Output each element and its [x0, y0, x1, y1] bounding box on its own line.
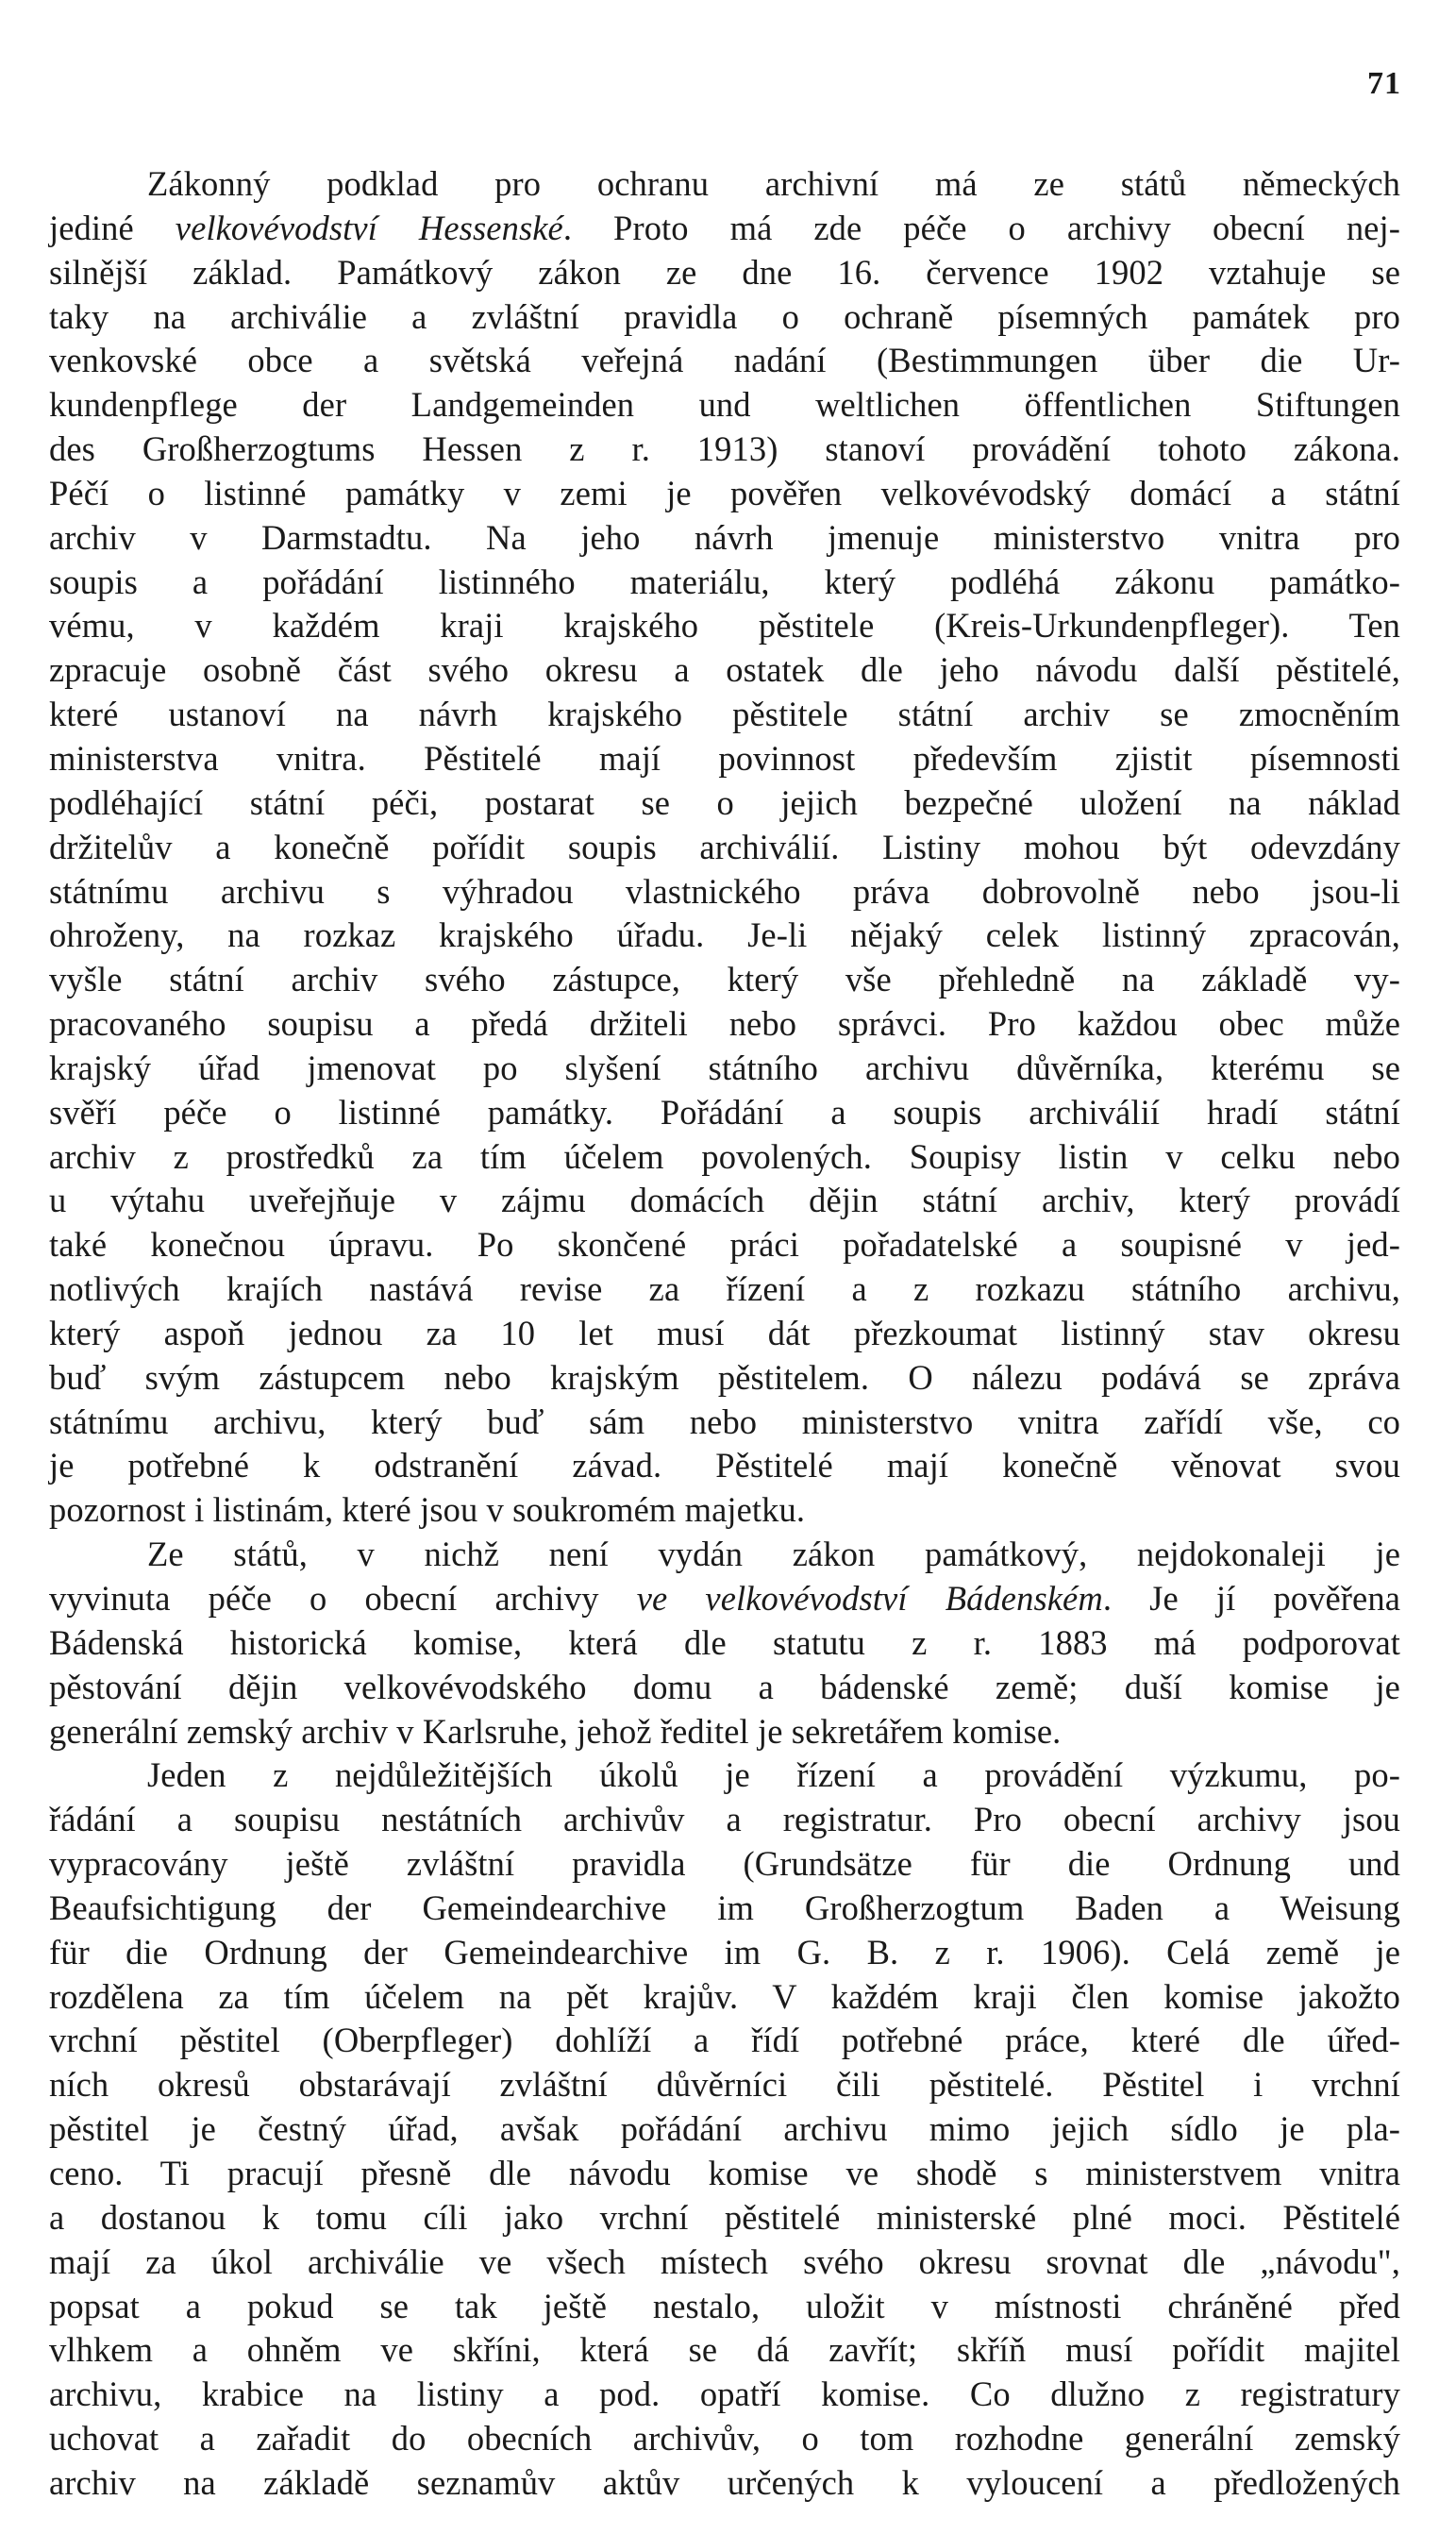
text-line — [49, 1356, 1400, 1401]
text-line — [49, 251, 1400, 295]
text-line — [49, 2240, 1400, 2285]
text-segment: Zákonný podklad pro ochranu archivní má ze států německých — [147, 164, 1400, 203]
text-line — [49, 781, 1400, 826]
text-line — [49, 1798, 1400, 1842]
text-segment: zpracuje osobně část svého okresu a ostatek dle jeho návodu další pěstitelé, — [49, 650, 1400, 690]
text-segment: archiv v Darmstadtu. Na jeho návrh jmenuje ministerstvo vnitra pro — [49, 517, 1400, 557]
text-line — [49, 1444, 1400, 1488]
text-segment: u výtahu uveřejňuje v zájmu domácích dějin státní archiv, který provádí — [49, 1181, 1400, 1220]
text-segment: Bádenská historická komise, která dle statutu z r. 1883 má podporovat — [49, 1622, 1400, 1662]
text-segment: Jeden z nejdůležitějších úkolů je řízení a provádění výzkumu, po- — [147, 1755, 1400, 1795]
text-line — [49, 1533, 1400, 1577]
text-segment: vlhkem a ohněm ve skříni, která se dá zavřít; skříň musí pořídit majitel — [49, 2330, 1400, 2370]
text-segment: ceno. Ti pracují přesně dle návodu komise ve shodě s ministerstvem vnitra — [49, 2153, 1400, 2192]
text-line — [49, 428, 1400, 472]
text-line — [49, 339, 1400, 383]
text-line — [49, 1577, 1400, 1621]
text-line — [49, 1135, 1400, 1180]
text-line — [49, 1621, 1400, 1666]
text-segment: Péčí o listinné památky v zemi je pověřen velkovévodský domácí a státní — [49, 473, 1400, 512]
text-segment: ohroženy, na rozkaz krajského úřadu. Je-li nějaký celek listinný zpracován, — [49, 915, 1400, 955]
text-line — [49, 1887, 1400, 1931]
text-segment: Beaufsichtigung der Gemeindearchive im Großherzogtum Baden a Weisung — [49, 1888, 1400, 1927]
text-segment: silnější základ. Památkový zákon ze dne 16. července 1902 vztahuje se — [49, 252, 1400, 292]
text-line — [49, 604, 1400, 648]
text-line — [49, 958, 1400, 1002]
text-segment: pracovaného soupisu a předá držiteli nebo správci. Pro každou obec může — [49, 1004, 1400, 1044]
text-segment: státnímu archivu s výhradou vlastnického práva dobrovolně nebo jsou-li — [49, 871, 1400, 911]
text-line — [49, 1931, 1400, 1975]
text-segment: pěstování dějin velkovévodského domu a bádenské země; duší komise je — [49, 1667, 1400, 1706]
text-segment: taky na archiválie a zvláštní pravidla o ochraně písemných památek pro — [49, 296, 1400, 336]
text-segment: který aspoň jednou za 10 let musí dát přezkoumat listinný stav okresu — [49, 1313, 1400, 1352]
text-line — [49, 1710, 1400, 1754]
text-line — [49, 207, 1400, 251]
text-line — [49, 737, 1400, 781]
italic-text-segment: ve velkovévodství Bádenském — [636, 1579, 1103, 1618]
text-line — [49, 561, 1400, 605]
text-line — [49, 1091, 1400, 1135]
text-line — [49, 2152, 1400, 2196]
text-segment: krajský úřad jmenovat po slyšení státního archivu důvěrníka, kterému se — [49, 1048, 1400, 1087]
text-segment: . Je jí pověřena — [1102, 1579, 1400, 1618]
text-line — [49, 1002, 1400, 1047]
text-segment: venkovské obce a světská veřejná nadání (Bestimmungen über die Ur- — [49, 341, 1400, 380]
text-line — [49, 2417, 1400, 2461]
text-segment: popsat a pokud se tak ještě nestalo, uložit v místnosti chráněné před — [49, 2286, 1400, 2325]
text-segment: archiv z prostředků za tím účelem povolených. Soupisy listin v celku nebo — [49, 1136, 1400, 1176]
text-line — [49, 2461, 1400, 2506]
text-line — [49, 2373, 1400, 2417]
text-line — [49, 1047, 1400, 1091]
text-segment: vrchní pěstitel (Oberpfleger) dohlíží a řídí potřebné práce, které dle úřed- — [49, 2021, 1400, 2060]
text-line — [49, 1401, 1400, 1445]
text-segment: vypracovány ještě zvláštní pravidla (Grundsätze für die Ordnung und — [49, 1844, 1400, 1884]
text-line — [49, 2019, 1400, 2063]
text-segment: notlivých krajích nastává revise za řízení a z rozkazu státního archivu, — [49, 1269, 1400, 1309]
text-segment: které ustanoví na návrh krajského pěstitele státní archiv se zmocněním — [49, 695, 1400, 734]
text-line — [49, 1754, 1400, 1798]
text-line — [49, 472, 1400, 516]
italic-text-segment: velkovévodství Hessenské — [175, 208, 563, 247]
text-line — [49, 1842, 1400, 1887]
text-line — [49, 2107, 1400, 2152]
text-segment: ních okresů obstarávají zvláštní důvěrníci čili pěstitelé. Pěstitel i vrchní — [49, 2065, 1400, 2105]
text-line — [49, 162, 1400, 207]
text-segment: archivu, krabice na listiny a pod. opatří komise. Co dlužno z registratury — [49, 2375, 1400, 2414]
text-segment: mají za úkol archiválie ve všech místech svého okresu srovnat dle „návodu", — [49, 2241, 1400, 2281]
text-segment: pozornost i listinám, které jsou v soukromém majetku. — [49, 1490, 806, 1530]
text-line — [49, 295, 1400, 340]
text-segment: für die Ordnung der Gemeindearchive im G. B. z r. 1906). Celá země je — [49, 1932, 1400, 1972]
text-segment: generální zemský archiv v Karlsruhe, jehož ředitel je sekretářem komise. — [49, 1711, 1062, 1751]
text-line — [49, 914, 1400, 958]
text-line — [49, 1267, 1400, 1312]
text-segment: soupis a pořádání listinného materiálu, který podléhá zákonu památko- — [49, 562, 1400, 601]
text-segment: řádání a soupisu nestátních archivův a registratur. Pro obecní archivy jsou — [49, 1800, 1400, 1839]
text-segment: Ze států, v nichž není vydán zákon památkový, nejdokonaleji je — [147, 1535, 1400, 1574]
text-segment: pěstitel je čestný úřad, avšak pořádání archivu mimo jejich sídlo je pla- — [49, 2109, 1400, 2149]
text-segment: des Großherzogtums Hessen z r. 1913) stanoví provádění tohoto zákona. — [49, 429, 1400, 469]
text-line — [49, 1223, 1400, 1267]
text-segment: kundenpflege der Landgemeinden und weltlichen öffentlichen Stiftungen — [49, 385, 1400, 425]
text-line — [49, 1975, 1400, 2020]
text-segment: archiv na základě seznamův aktův určených k vyloucení a předložených — [49, 2462, 1400, 2502]
text-segment: státnímu archivu, který buď sám nebo ministerstvo vnitra zařídí vše, co — [49, 1401, 1400, 1441]
text-line — [49, 1666, 1400, 1710]
text-segment: uchovat a zařadit do obecních archivův, o tom rozhodne generální zemský — [49, 2419, 1400, 2458]
text-line — [49, 516, 1400, 561]
text-segment: podléhající státní péči, postarat se o jejich bezpečné uložení na náklad — [49, 782, 1400, 822]
text-segment: . Proto má zde péče o archivy obecní nej- — [562, 208, 1400, 247]
text-segment: vyšle státní archiv svého zástupce, který vše přehledně na základě vy- — [49, 960, 1400, 999]
text-line — [49, 1179, 1400, 1223]
text-segment: rozdělena za tím účelem na pět krajův. V každém kraji člen komise jakožto — [49, 1976, 1400, 2016]
text-line — [49, 648, 1400, 693]
text-line — [49, 2285, 1400, 2329]
text-line — [49, 2063, 1400, 2107]
text-segment: vému, v každém kraji krajského pěstitele (Kreis-Urkundenpfleger). Ten — [49, 606, 1400, 646]
text-segment: také konečnou úpravu. Po skončené práci pořadatelské a soupisné v jed- — [49, 1225, 1400, 1265]
text-line — [49, 383, 1400, 428]
text-segment: vyvinuta péče o obecní archivy — [49, 1579, 637, 1618]
text-segment: je potřebné k odstranění závad. Pěstitelé mají konečně věnovat svou — [49, 1446, 1400, 1485]
text-line — [49, 826, 1400, 870]
text-line — [49, 693, 1400, 737]
text-line — [49, 2196, 1400, 2240]
body-text — [49, 162, 1400, 2506]
text-line — [49, 870, 1400, 915]
page-number: 71 — [1367, 66, 1401, 101]
text-segment: ministerstva vnitra. Pěstitelé mají povinnost především zjistit písemnosti — [49, 738, 1400, 778]
text-line — [49, 2328, 1400, 2373]
text-line — [49, 1312, 1400, 1356]
text-segment: držitelův a konečně pořídit soupis archiválií. Listiny mohou být odevzdány — [49, 827, 1400, 866]
text-segment: a dostanou k tomu cíli jako vrchní pěstitelé ministerské plné moci. Pěstitelé — [49, 2197, 1400, 2237]
text-line — [49, 1488, 1400, 1533]
text-segment: jediné — [49, 208, 176, 247]
text-segment: buď svým zástupcem nebo krajským pěstitelem. O nálezu podává se zpráva — [49, 1357, 1400, 1397]
text-segment: svěří péče o listinné památky. Pořádání a soupis archiválií hradí státní — [49, 1092, 1400, 1132]
